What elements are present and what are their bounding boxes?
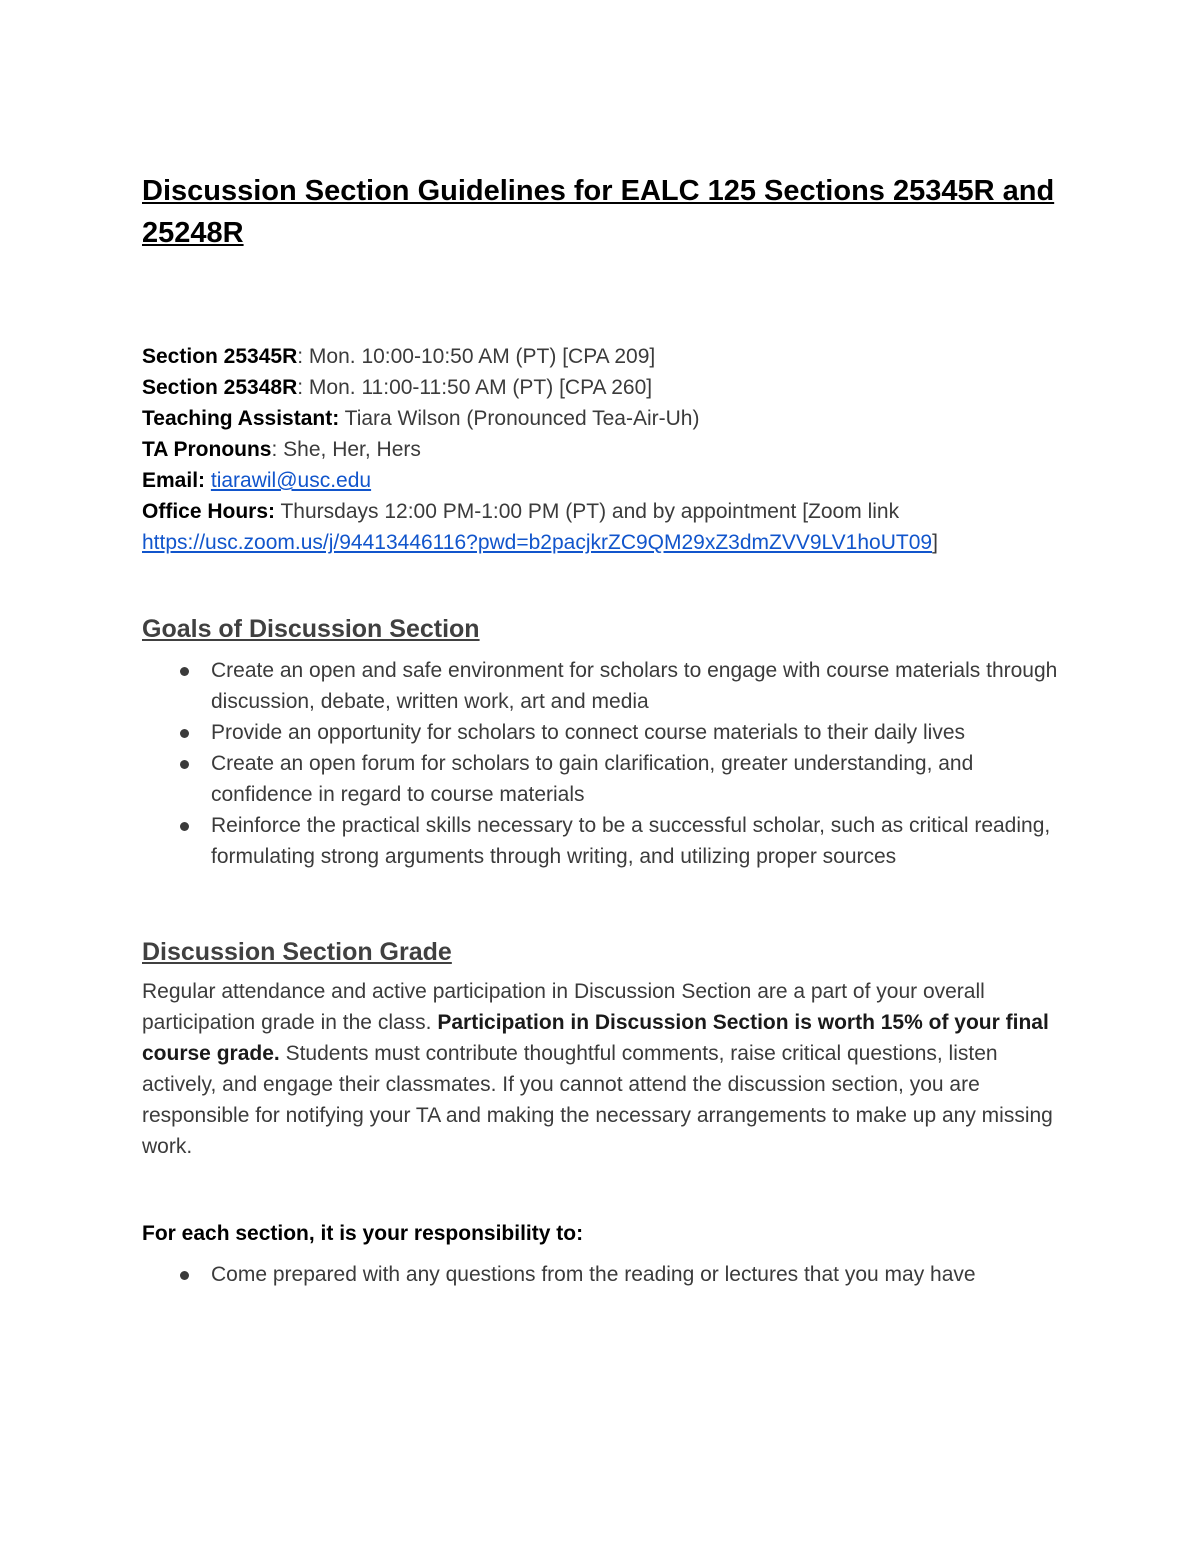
- pronouns-value: : She, Her, Hers: [271, 438, 421, 461]
- responsibility-heading: For each section, it is your responsibility to:: [142, 1222, 584, 1245]
- office-hours-row: [142, 496, 1072, 527]
- office-hours-value: Thursdays 12:00 PM-1:00 PM (PT) and by appointment [Zoom link: [275, 500, 900, 523]
- zoom-link-row: [142, 527, 1072, 558]
- list-item: [142, 717, 1072, 748]
- email-row: [142, 465, 1072, 496]
- section-1-label: Section 25345R: [142, 345, 298, 368]
- email-label: Email:: [142, 469, 206, 492]
- office-hours-label: Office Hours:: [142, 500, 276, 523]
- bullet-icon: [180, 667, 189, 676]
- bullet-icon: [180, 1271, 189, 1280]
- list-item: [142, 655, 1072, 717]
- list-item: [142, 748, 1072, 810]
- pronouns-row: [142, 434, 1072, 465]
- grade-heading: Discussion Section Grade: [142, 938, 452, 966]
- section-2-label: Section 25348R: [142, 376, 298, 399]
- zoom-link[interactable]: https://usc.zoom.us/j/94413446116?pwd=b2pacjkrZC9QM29xZ3dmZVV9LV1hoUT09: [142, 531, 933, 554]
- responsibility-list: [142, 1259, 1072, 1290]
- document-title: Discussion Section Guidelines for EALC 125 Sections 25345R and 25248R: [142, 175, 1055, 249]
- goal-text: Reinforce the practical skills necessary to be a successful scholar, such as critical reading, formulating strong arguments through writing, and utilizing proper sources: [211, 814, 1051, 868]
- responsibility-text: Come prepared with any questions from the reading or lectures that you may have: [211, 1263, 976, 1286]
- pronouns-label: TA Pronouns: [142, 438, 272, 461]
- section-info: [142, 341, 1072, 558]
- ta-row: [142, 403, 1072, 434]
- goal-text: Create an open and safe environment for scholars to engage with course materials through discussion, debate, written work, art and media: [211, 659, 1058, 713]
- bullet-icon: [180, 822, 189, 831]
- bullet-icon: [180, 760, 189, 769]
- list-item: [142, 1259, 1072, 1290]
- ta-label: Teaching Assistant:: [142, 407, 340, 430]
- section-2-value: : Mon. 11:00-11:50 AM (PT) [CPA 260]: [297, 376, 653, 399]
- bullet-icon: [180, 729, 189, 738]
- zoom-link-close: ]: [932, 531, 938, 554]
- section-1-row: [142, 341, 1072, 372]
- goals-heading: Goals of Discussion Section: [142, 615, 480, 643]
- list-item: [142, 810, 1072, 872]
- section-1-value: : Mon. 10:00-10:50 AM (PT) [CPA 209]: [297, 345, 656, 368]
- goal-text: Create an open forum for scholars to gain clarification, greater understanding, and confidence in regard to course materials: [211, 752, 974, 806]
- grade-text-1: Regular attendance and active participation in Discussion Section are a part of your overall participation grade in the class.: [142, 980, 985, 1034]
- goal-text: Provide an opportunity for scholars to connect course materials to their daily lives: [211, 721, 966, 744]
- grade-text-2: Students must contribute thoughtful comments, raise critical questions, listen actively, and engage their classmates. If you cannot attend the discussion section, you are responsible for notifying your TA and making the necessary arrangements to make up any missing work.: [142, 1042, 1053, 1158]
- section-2-row: [142, 372, 1072, 403]
- goals-list: [142, 655, 1072, 872]
- document-page: [142, 170, 1072, 1290]
- grade-paragraph: [142, 976, 1057, 1162]
- grade-text-bold: Participation in Discussion Section is worth 15% of your final course grade.: [142, 1011, 1049, 1065]
- ta-value: Tiara Wilson (Pronounced Tea-Air-Uh): [339, 407, 700, 430]
- email-link[interactable]: tiarawil@usc.edu: [210, 469, 372, 492]
